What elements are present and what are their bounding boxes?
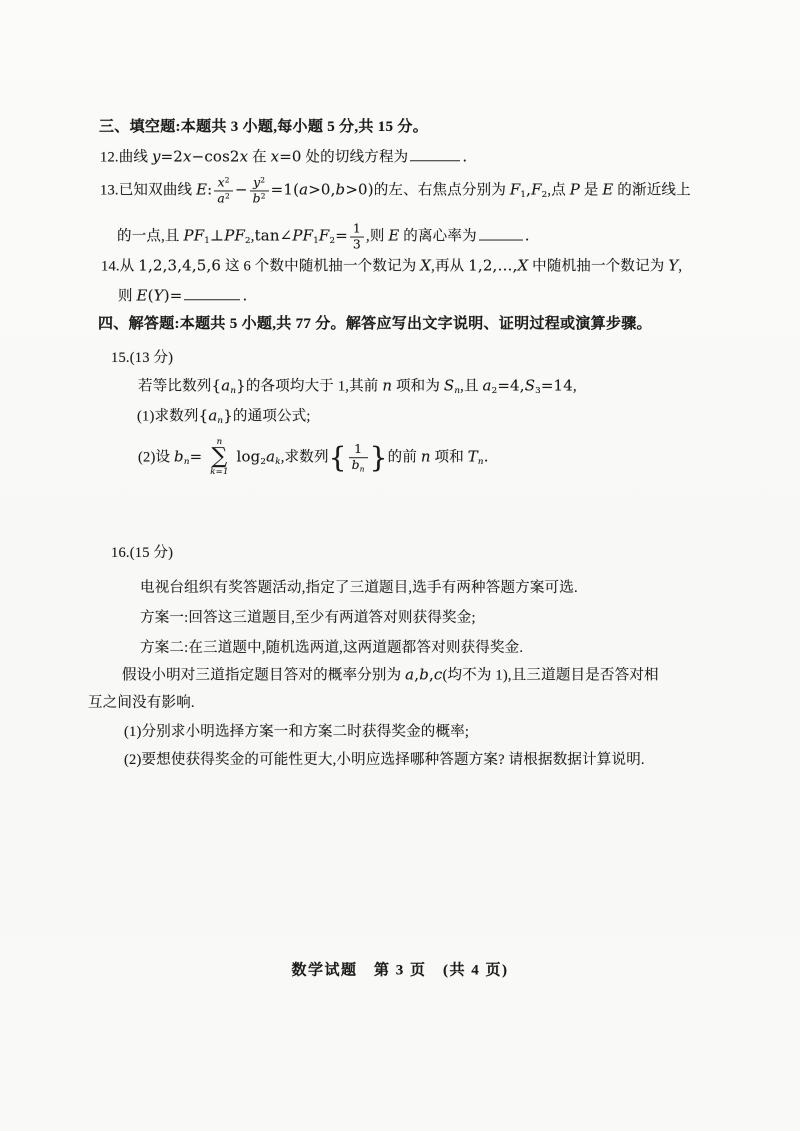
section-iv-heading: 四、解答题:本题共 5 小题,共 77 分。解答应写出文字说明、证明过程或演算步骤。 bbox=[98, 316, 652, 332]
question-13-line-2: 的一点,且 PF1⊥PF2,tan∠PF1F2= $\frac{1}{3}$ ,则 E 的离心率为 . bbox=[117, 221, 530, 252]
question-16-intro: 电视台组织有奖答题活动,指定了三道题目,选手有两种答题方案可选. bbox=[140, 579, 578, 596]
question-16-part-2: (2)要想使获得奖金的可能性更大,小明应选择哪种答题方案? 请根据数据计算说明. bbox=[124, 751, 645, 768]
question-14-line-1: 14.从 1,2,3,4,5,6 这 6 个数中随机抽一个数记为 X,再从 1,2,…,X 中随机抽一个数记为 Y, bbox=[101, 256, 683, 275]
question-16-part-1: (1)分别求小明选择方案一和方案二时获得奖金的概率; bbox=[124, 723, 470, 740]
question-16-assume-line-2: 互之间没有影响. bbox=[88, 694, 195, 711]
question-15-intro: 若等比数列{an}的各项均大于 1,其前 n 项和为 Sn,且 a2=4,S3=14, bbox=[138, 376, 577, 396]
fraction: $\frac{1}{3}$ bbox=[350, 222, 364, 253]
fraction: $\frac{1}{bn}$ bbox=[349, 442, 368, 474]
question-15-part-2: (2)设 bn= n ∑ k=1 log2ak,求数列{ $\frac{1}{bn}$ }的前 n 项和 Tn. bbox=[138, 437, 489, 478]
answer-blank bbox=[479, 237, 523, 240]
fraction: $\frac{y^2}{b^2}$ bbox=[250, 175, 269, 206]
page-footer: 数学试题 第 3 页 (共 4 页) bbox=[291, 962, 509, 979]
question-16-assume-line-1: 假设小明对三道指定题目答对的概率分别为 a,b,c(均不为 1),且三道题目是否答对相 bbox=[122, 665, 659, 684]
question-16-number: 16.(15 分) bbox=[111, 544, 174, 561]
section-iii-heading: 三、填空题:本题共 3 小题,每小题 5 分,共 15 分。 bbox=[99, 119, 428, 135]
question-15-number: 15.(13 分) bbox=[111, 349, 174, 366]
answer-blank bbox=[184, 297, 240, 300]
question-12: 12.曲线 y=2x−cos2x 在 x=0 处的切线方程为 . bbox=[100, 147, 468, 166]
fraction: $\frac{x^2}{a^2}$ bbox=[214, 175, 233, 206]
question-15-part-1: (1)求数列{an}的通项公式; bbox=[137, 406, 311, 426]
answer-blank bbox=[410, 158, 460, 161]
question-13-line-1: 13.已知双曲线 E: $\frac{x^2}{a^2}$ − $\frac{y^2}{b^2}$ =1(a>0,b>0)的左、右焦点分别为 F1,F2,点 P 是 E 的渐近线上 bbox=[100, 175, 691, 206]
question-16-plan-2: 方案二:在三道题中,随机选两道,这两道题都答对则获得奖金. bbox=[140, 639, 524, 656]
question-14-line-2: 则 E(Y)= . bbox=[118, 286, 248, 305]
question-16-plan-1: 方案一:回答这三道题目,至少有两道答对则获得奖金; bbox=[140, 609, 476, 626]
summation-symbol: n ∑ k=1 bbox=[210, 437, 229, 478]
